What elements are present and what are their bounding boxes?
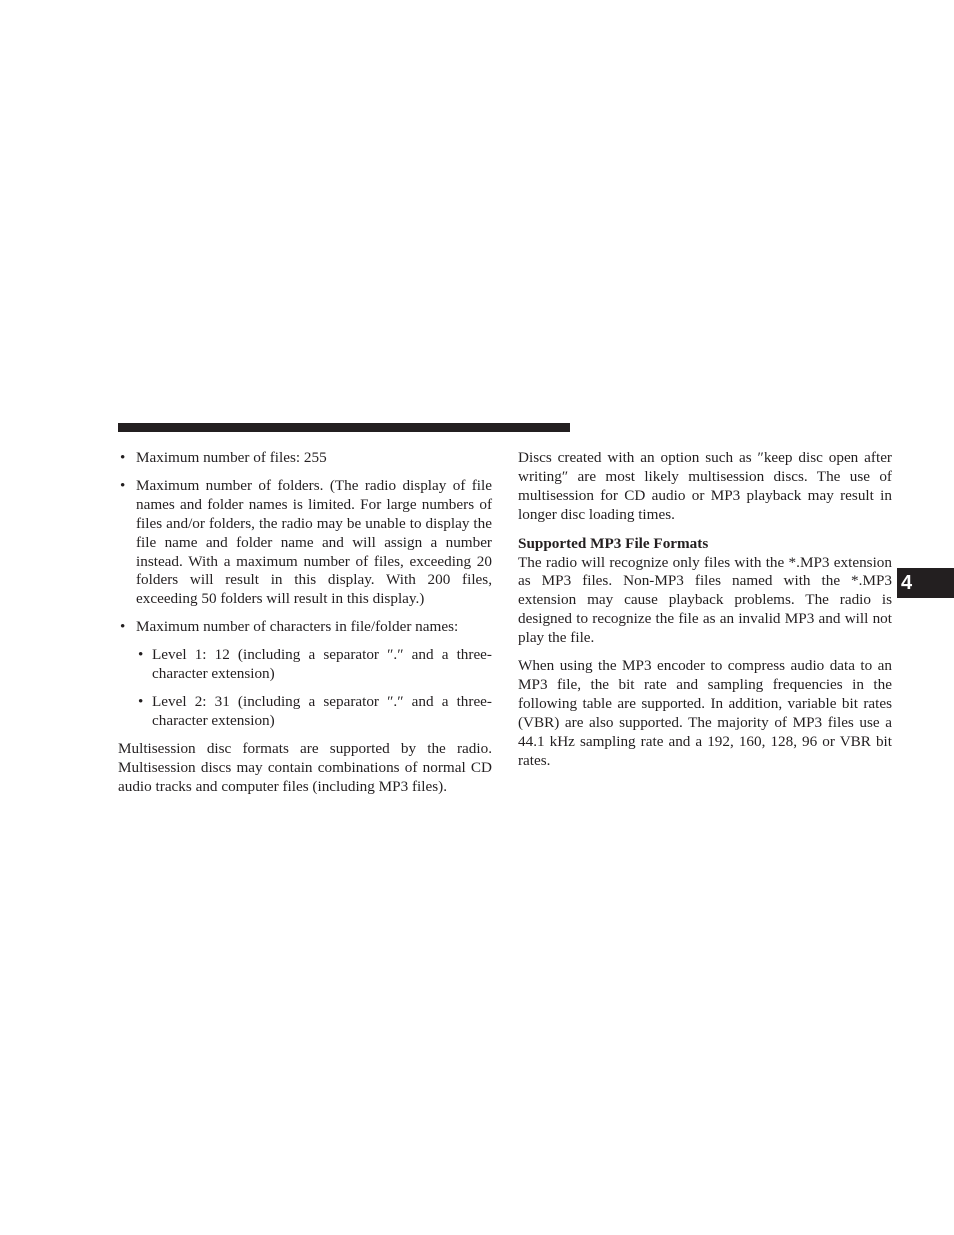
section-divider-rule (118, 423, 570, 432)
limits-list (118, 449, 492, 731)
multisession-note-paragraph: Discs created with an option such as ″keep disc open after writing″ are most likely multisession discs. The use of multisession for CD audio or MP3 playback may result in longer disc loading times. (518, 449, 892, 523)
multisession-paragraph: Multisession disc formats are supported by the radio. Multisession discs may contain combinations of normal CD audio tracks and computer files (including MP3 files). (118, 739, 492, 795)
list-item-max-characters-text: Maximum number of characters in file/folder names: (136, 618, 459, 636)
level-sublist (136, 646, 492, 731)
mp3-encoder-paragraph: When using the MP3 encoder to compress audio data to an MP3 file, the bit rate and sampling frequencies in the following table are supported. In addition, variable bit rates (VBR) are also supported. The majority of MP3 files use a 44.1 kHz sampling rate and a 192, 160, 128, 96 or VBR bit rates. (518, 657, 892, 769)
left-column (118, 449, 492, 806)
sublist-item-level-2: • Level 2: 31 (including a separator ″.″ and a three-character extension) (136, 693, 492, 731)
list-item-max-files: • Maximum number of files: 255 (118, 449, 492, 468)
section-heading: Supported MP3 File Formats (518, 534, 709, 552)
mp3-recognition-paragraph: The radio will recognize only files with the *.MP3 extension as MP3 files. Non-MP3 files named with the *.MP3 extension may cause playback problems. The radio is designed to recognize the file as an invalid MP3 and will not play the file. (518, 553, 892, 647)
sublist-item-level-1: • Level 1: 12 (including a separator ″.″ and a three-character extension) (136, 646, 492, 684)
right-column (518, 449, 892, 780)
chapter-tab: 4 (897, 568, 954, 598)
list-item-max-characters (118, 618, 492, 731)
list-item-max-folders: • Maximum number of folders. (The radio display of file names and folder names is limited. For large numbers of files and/or folders, the radio may be unable to display the file name and folder name and will assign a number instead. With a maximum number of files, exceeding 20 folders will result in this display. With 200 files, exceeding 50 folders will result in this display.) (118, 477, 492, 609)
